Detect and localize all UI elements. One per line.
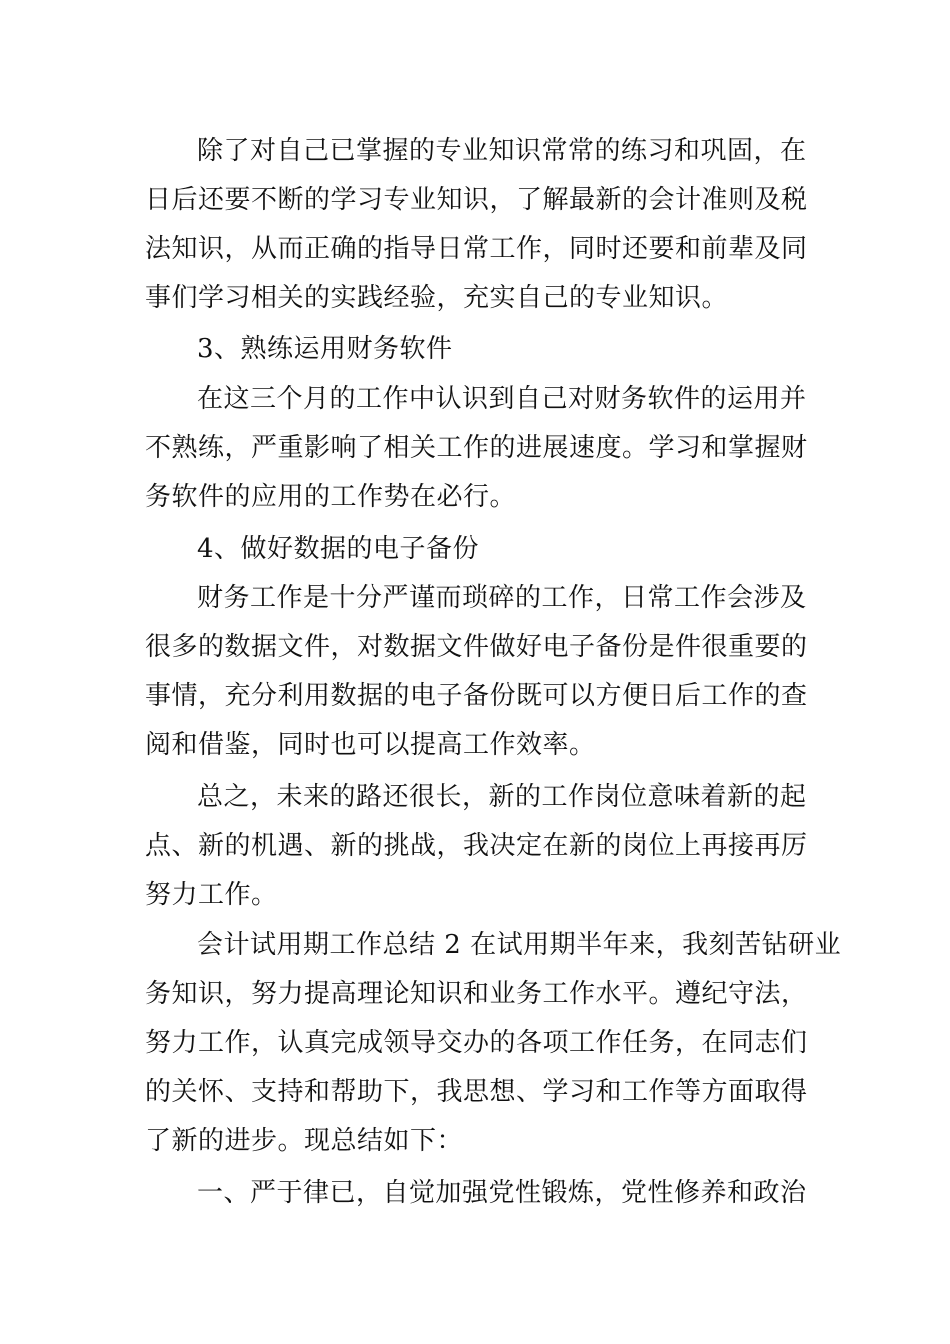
paragraph-line: 阅和借鉴，同时也可以提高工作效率。 [145,730,596,760]
paragraph-line: 务知识，努力提高理论知识和业务工作水平。遵纪守法， [145,979,808,1009]
paragraph-line: 努力工作。 [145,880,278,910]
paragraph-line: 点、新的机遇、新的挑战，我决定在新的岗位上再接再厉 [145,831,808,861]
paragraph-line: 会计试用期工作总结 2 在试用期半年来，我刻苦钻研业 [197,930,842,960]
section-heading: 4、做好数据的电子备份 [197,534,480,564]
section-heading: 3、熟练运用财务软件 [197,334,453,364]
paragraph-line: 财务工作是十分严谨而琐碎的工作，日常工作会涉及 [197,583,807,613]
paragraph-line: 了新的进步。现总结如下： [145,1126,464,1156]
paragraph-line: 总之，未来的路还很长，新的工作岗位意味着新的起 [197,782,807,812]
paragraph-line: 的关怀、支持和帮助下，我思想、学习和工作等方面取得 [145,1077,808,1107]
paragraph-line: 日后还要不断的学习专业知识，了解最新的会计准则及税 [145,185,808,215]
paragraph-line: 事们学习相关的实践经验，充实自己的专业知识。 [145,283,729,313]
paragraph-line: 除了对自己已掌握的专业知识常常的练习和巩固，在 [197,136,807,166]
paragraph-line: 不熟练，严重影响了相关工作的进展速度。学习和掌握财 [145,433,808,463]
paragraph-line: 务软件的应用的工作势在必行。 [145,482,517,512]
paragraph-line: 努力工作，认真完成领导交办的各项工作任务，在同志们 [145,1028,808,1058]
paragraph-line: 法知识，从而正确的指导日常工作，同时还要和前辈及同 [145,234,808,264]
paragraph-line: 一、严于律已，自觉加强党性锻炼，党性修养和政治 [197,1178,807,1208]
paragraph-line: 事情，充分利用数据的电子备份既可以方便日后工作的查 [145,681,808,711]
paragraph-line: 在这三个月的工作中认识到自己对财务软件的运用并 [197,384,807,414]
paragraph-line: 很多的数据文件，对数据文件做好电子备份是件很重要的 [145,632,808,662]
